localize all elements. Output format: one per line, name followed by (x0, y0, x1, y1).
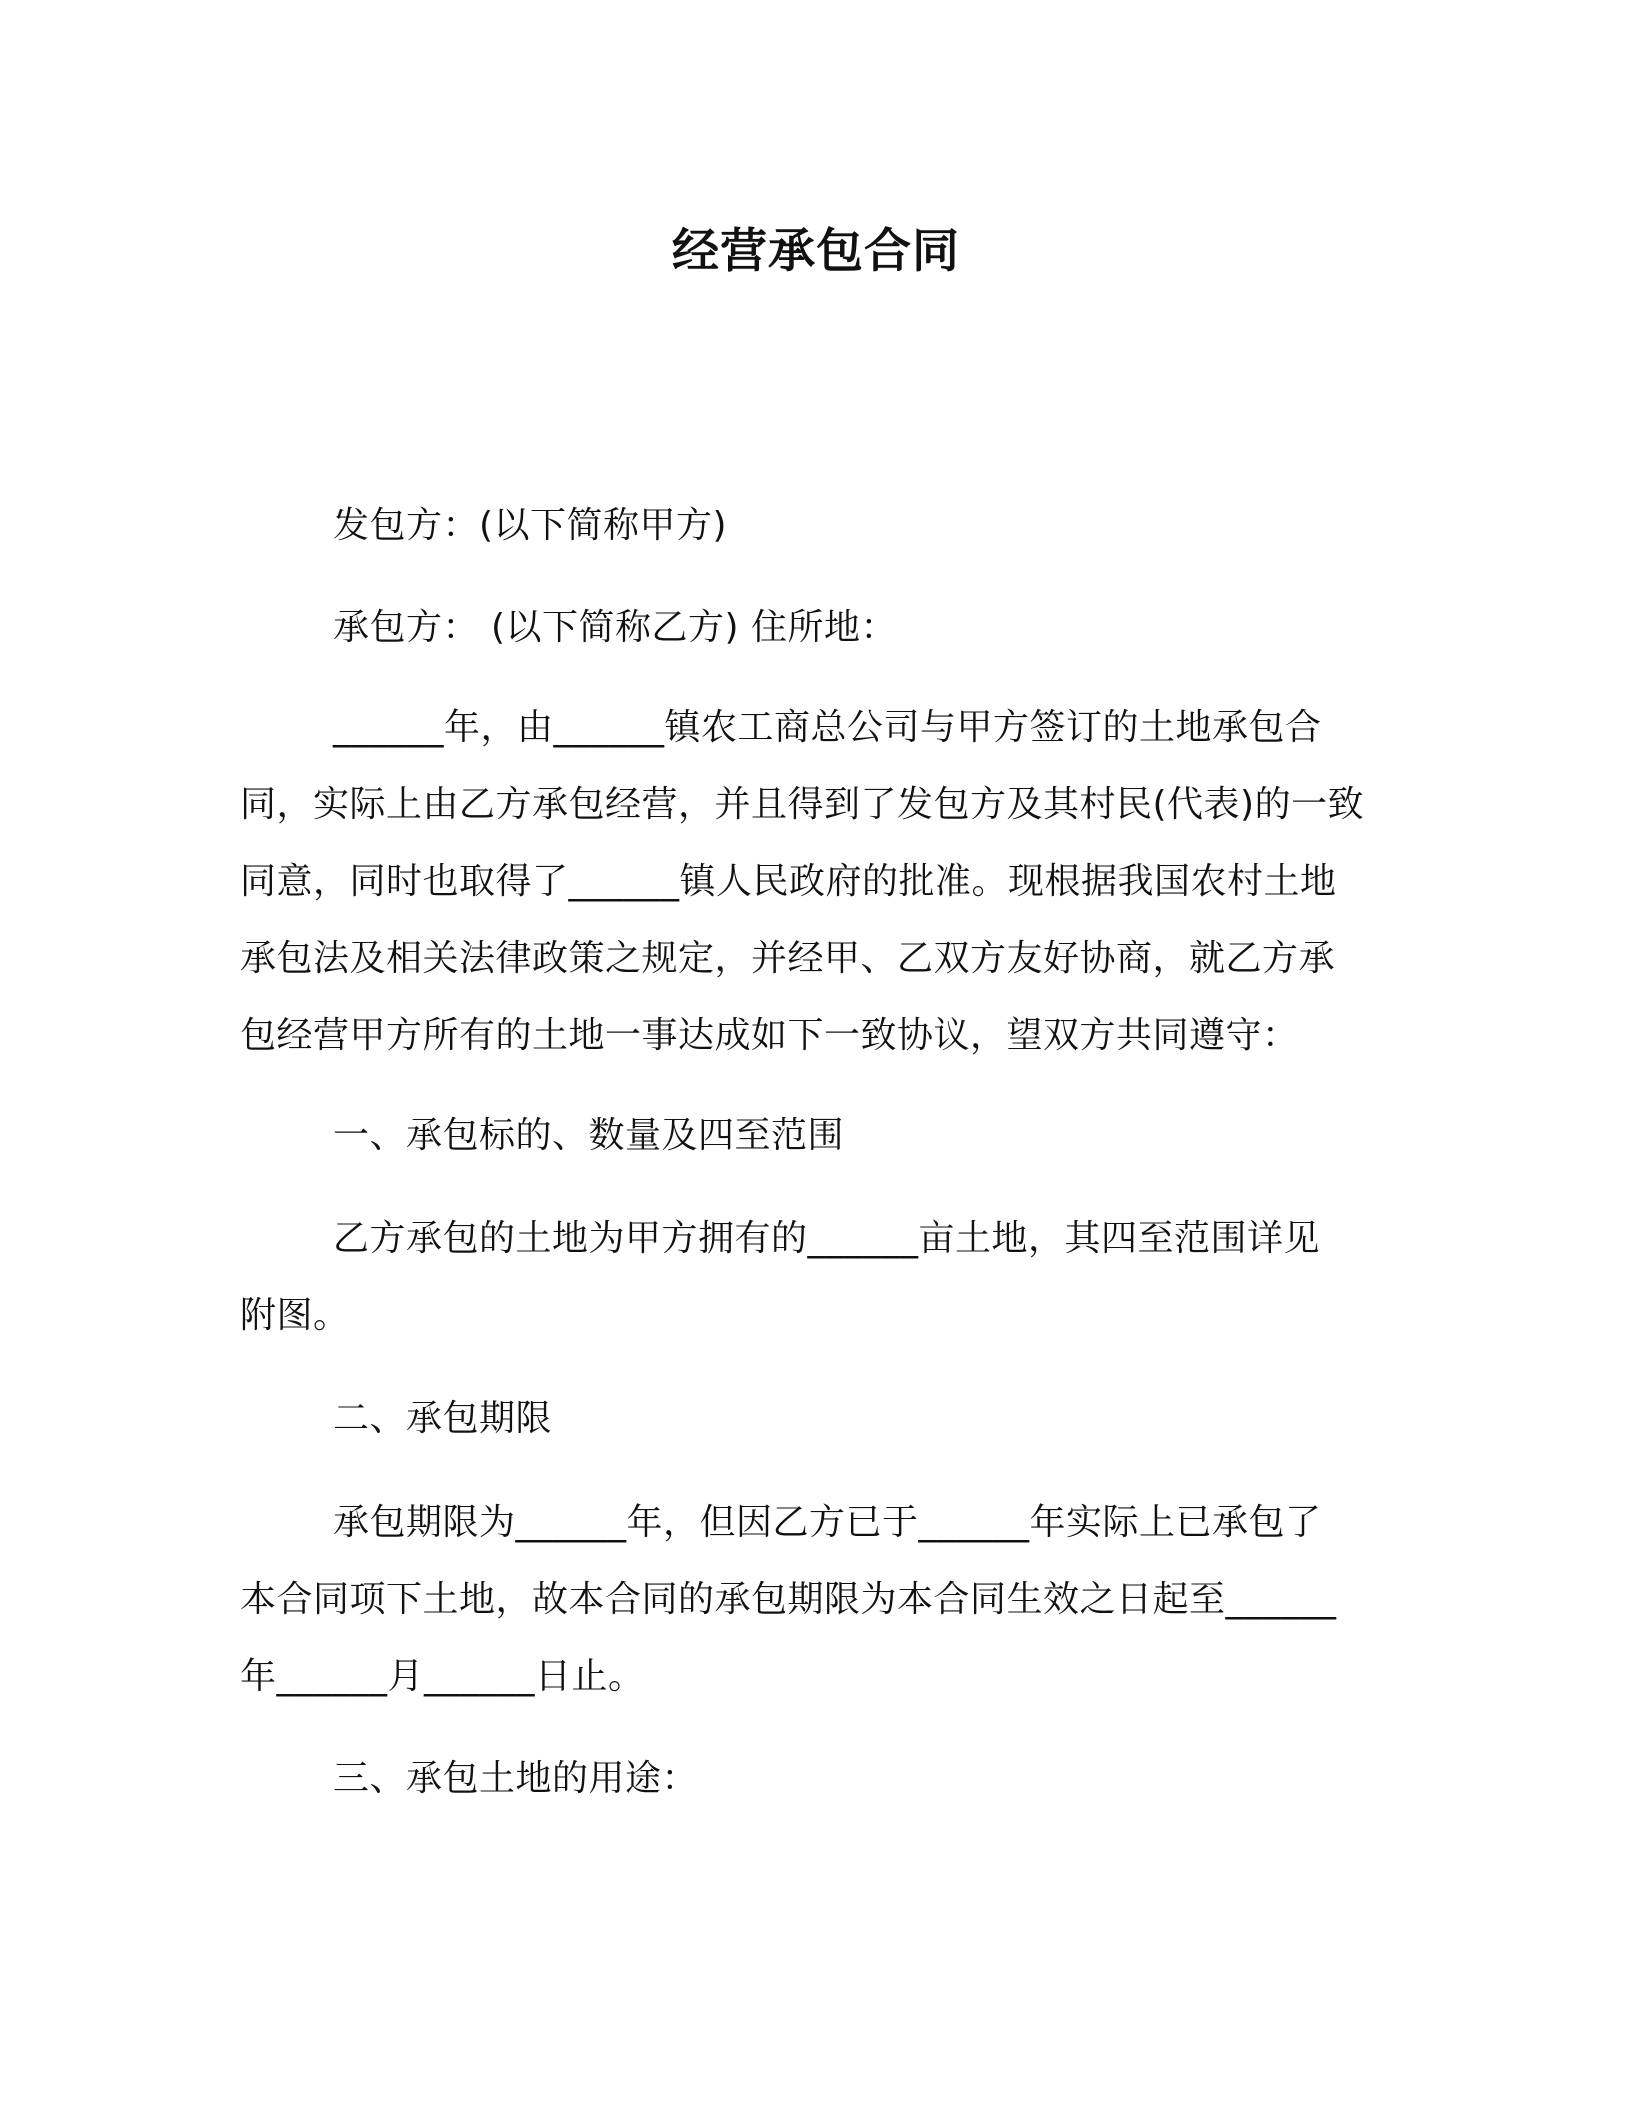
paragraph-scope (240, 1200, 1392, 1354)
paragraph-contractor (240, 589, 1392, 666)
paragraph-line: 承包期限为______年，但因乙方已于______年实际上已承包了 (333, 1502, 1322, 1543)
section-heading: 二、承包期限 (333, 1398, 553, 1439)
section-heading-2 (240, 1380, 1392, 1457)
section-heading: 一、承包标的、数量及四至范围 (333, 1115, 845, 1156)
section-heading-3 (240, 1740, 1392, 1817)
paragraph-term (240, 1484, 1392, 1715)
paragraph-line: ______年，由______镇农工商总公司与甲方签订的土地承包合 (333, 707, 1322, 748)
paragraph-line: 年______月______日止。 (240, 1656, 645, 1697)
paragraph-line: 发包方：(以下简称甲方) (333, 505, 728, 546)
paragraph-line: 同，实际上由乙方承包经营，并且得到了发包方及其村民(代表)的一致 (240, 784, 1365, 825)
paragraph-line: 乙方承包的土地为甲方拥有的______亩土地，其四至范围详见 (333, 1218, 1321, 1259)
paragraph-line: 包经营甲方所有的土地一事达成如下一致协议，望双方共同遵守： (240, 1015, 1299, 1056)
paragraph-line: 附图。 (240, 1295, 350, 1336)
document-title: 经营承包合同 (672, 224, 960, 279)
paragraph-line: 承包方： (以下简称乙方) 住所地： (333, 607, 897, 648)
paragraph-line: 同意，同时也取得了______镇人民政府的批准。现根据我国农村土地 (240, 861, 1337, 902)
paragraph-employer (240, 487, 1392, 564)
section-heading-1 (240, 1097, 1392, 1174)
paragraph-preamble (240, 689, 1392, 1074)
paragraph-line: 本合同项下土地，故本合同的承包期限为本合同生效之日起至______ (240, 1579, 1337, 1620)
section-heading: 三、承包土地的用途： (333, 1758, 699, 1799)
paragraph-line: 承包法及相关法律政策之规定，并经甲、乙双方友好协商，就乙方承 (240, 938, 1336, 979)
